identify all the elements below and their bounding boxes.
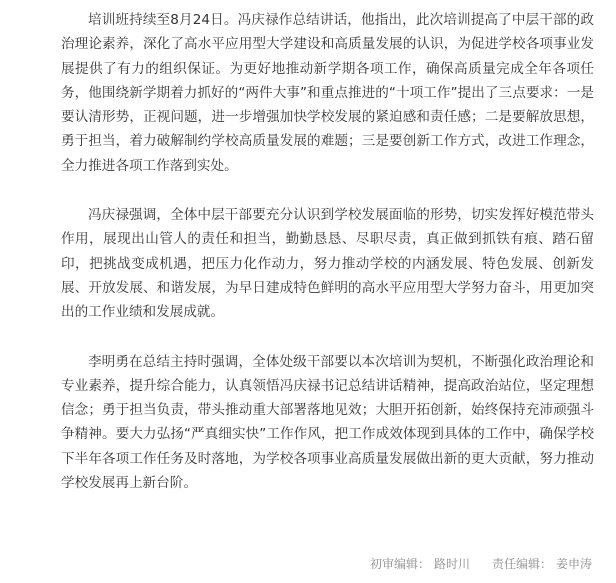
paragraph-1: 培训班持续至8月24日。冯庆禄作总结讲话，他指出，此次培训提高了中层干部的政治理论素养，深化了高水平应用型大学建设和高质量发展的认识，为促进学校各项事业发展提供了有力的组织保证。为更好地推动新学期各项工作，确保高质量完成全年各项任务，他围绕新学期着力抓好的“两件大事”和重点推进的“十项工作”提出了三点要求：一是要认清形势，正视问题，进一步增强加快学校发展的紧迫感和责任感；二是要解放思想，勇于担当，着力破解制约学校高质量发展的难题；三是要创新工作方式，改进工作理念，全力推进各项工作落到实处。: [61, 12, 594, 174]
editor-credits: [366, 555, 592, 572]
responsible-editor-name: 姜申涛: [555, 557, 592, 571]
responsible-editor-label: 责任编辑：: [491, 557, 552, 571]
first-editor-label: 初审编辑：: [369, 557, 430, 571]
first-editor-name: 路时川: [433, 557, 470, 571]
paragraph-2: 冯庆禄强调，全体中层干部要充分认识到学校发展面临的形势，切实发挥好模范带头作用，展现出山管人的责任和担当，勤勤恳恳、尽职尽责，真正做到抓铁有痕、踏石留印，把挑战变成机遇，把压力化作动力，努力推动学校的内涵发展、特色发展、创新发展、开放发展、和谐发展，为早日建成特色鲜明的高水平应用型大学努力奋斗，用更加突出的工作业绩和发展成就。: [61, 207, 594, 321]
article-body: [61, 8, 594, 495]
paragraph-3: 李明勇在总结主持时强调，全体处级干部要以本次培训为契机，不断强化政治理论和专业素养，提升综合能力，认真领悟冯庆禄书记总结讲话精神，提高政治站位，坚定理想信念；勇于担当负责，带头推动重大部署落地见效；大胆开拓创新，始终保持充沛顽强斗争精神。要大力弘扬“严真细实快”工作作风，把工作成效体现到具体的工作中，确保学校下半年各项工作任务及时落地，为学校各项事业高质量发展做出新的更大贡献，努力推动学校发展再上新台阶。: [61, 353, 594, 492]
